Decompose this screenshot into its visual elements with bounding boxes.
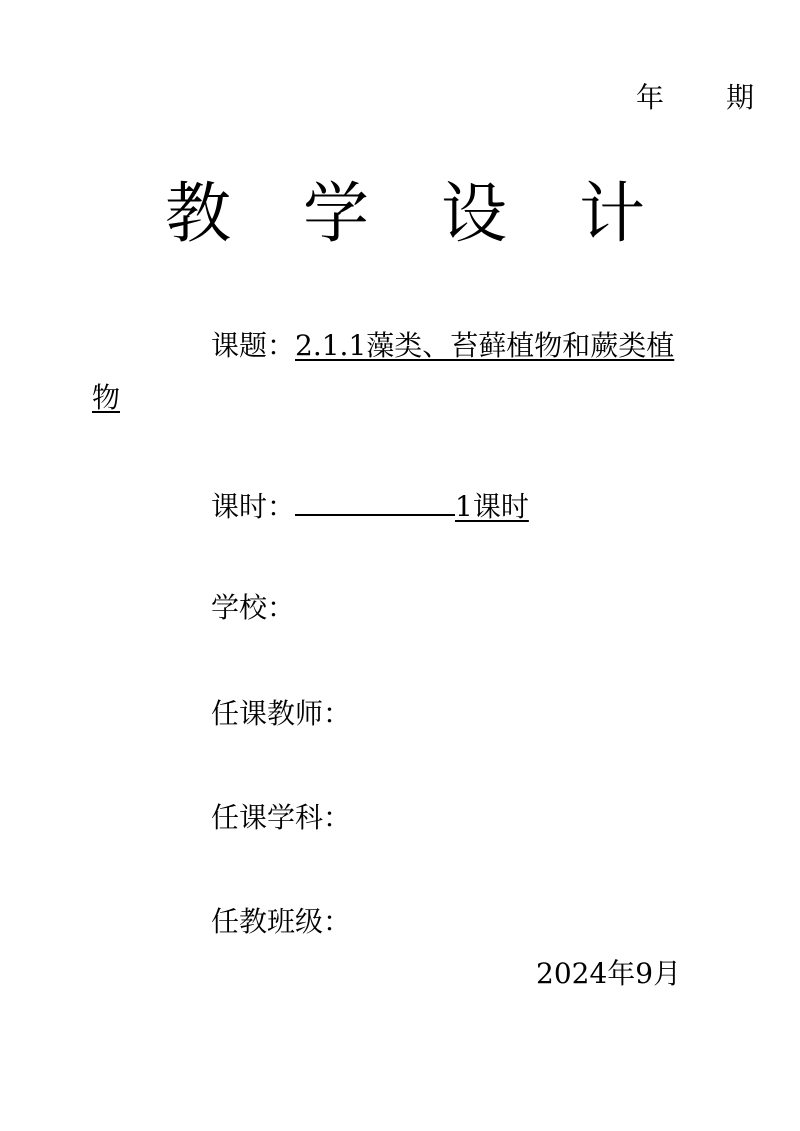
hours-label: 课时： [211,490,296,523]
title-char: 教 [165,175,231,252]
document-date: 2024年9月 [536,957,682,990]
hours-blank-line [295,484,455,516]
topic-value-continued: 物 [92,381,121,414]
title-char: 学 [303,175,369,252]
subject-field [211,800,351,836]
page-title [165,172,645,256]
class-label: 任教班级： [211,905,352,938]
title-char: 设 [441,175,507,252]
topic-label: 课题： [211,329,296,362]
term-header [636,80,754,116]
hours-value: 1课时 [455,490,529,523]
class-field [211,904,351,940]
term-char: 期 [726,81,755,114]
school-label: 学校： [211,591,296,624]
topic-value: 2.1.1藻类、苔藓植物和蕨类植 [295,329,675,362]
hours-field [211,484,529,525]
teacher-field [211,696,351,732]
teacher-label: 任课教师： [211,697,352,730]
subject-label: 任课学科： [211,801,352,834]
topic-field-continuation [92,380,120,416]
title-char: 计 [579,175,645,252]
school-field [211,590,295,626]
year-char: 年 [636,81,665,114]
topic-field [211,328,674,364]
